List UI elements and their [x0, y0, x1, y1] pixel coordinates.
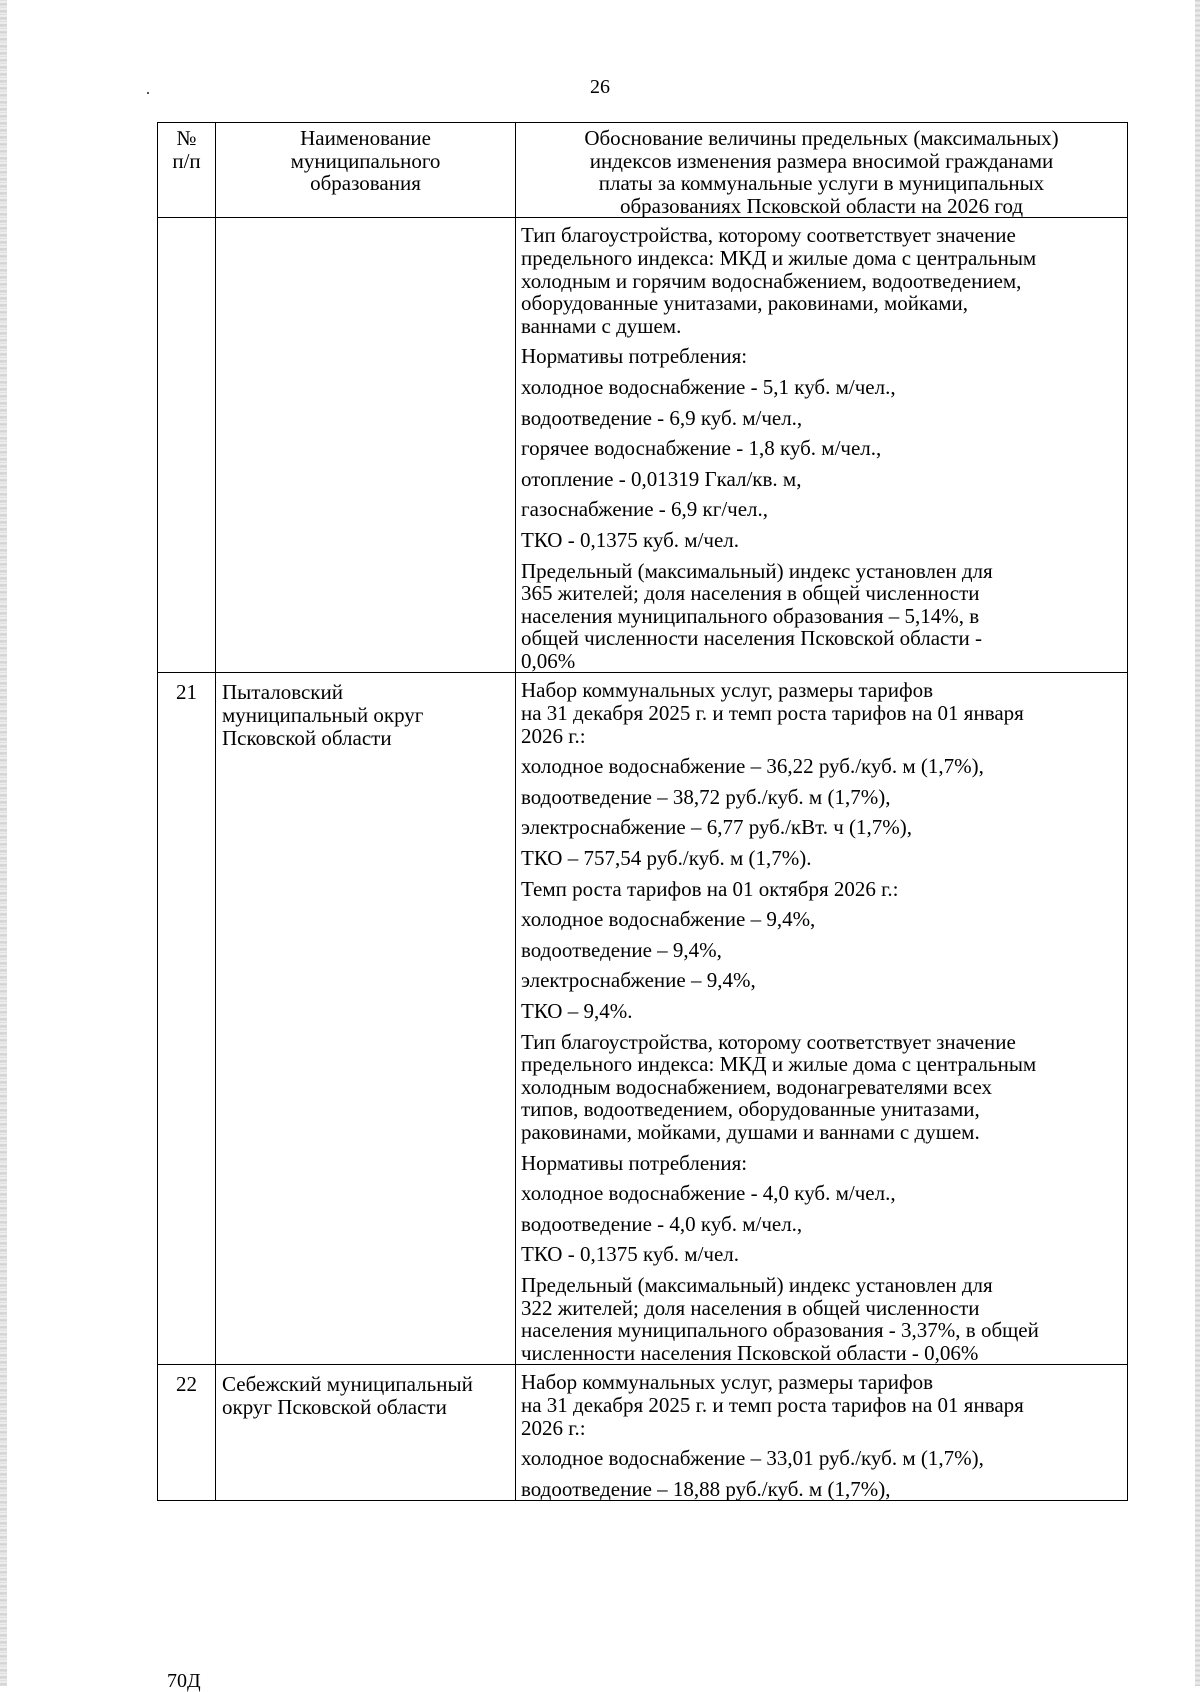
header-municipality — [216, 123, 516, 218]
justification-paragraph: ТКО – 757,54 руб./куб. м (1,7%). — [521, 846, 812, 871]
footer-code: 70Д — [167, 1670, 201, 1692]
page-number: 26 — [590, 76, 610, 98]
justification-paragraph: водоотведение - 6,9 куб. м/чел., — [521, 405, 803, 430]
row-number: 22 — [158, 1365, 216, 1501]
justification-paragraph: газоснабжение - 6,9 кг/чел., — [521, 497, 769, 522]
header-justification-text: Обоснование величины предельных (максимальных) индексов изменения размера вносимой гражданами платы за коммунальные услуги в муниципальных образованиях Псковской области на 2026 год — [584, 126, 1059, 218]
header-number — [158, 123, 216, 218]
justification-paragraph: холодное водоснабжение - 4,0 куб. м/чел., — [521, 1181, 896, 1206]
row-number: 21 — [158, 673, 216, 1365]
row-number — [158, 218, 216, 673]
table-row — [158, 1365, 1128, 1501]
justification-cell — [516, 218, 1128, 673]
header-number-text: № п/п — [172, 126, 201, 173]
justification-table — [157, 122, 1128, 1501]
justification-paragraph: ТКО - 0,1375 куб. м/чел. — [521, 1242, 740, 1267]
justification-paragraph: водоотведение – 38,72 руб./куб. м (1,7%), — [521, 784, 891, 809]
municipality-name — [216, 218, 516, 673]
justification-paragraph: водоотведение - 4,0 куб. м/чел., — [521, 1211, 803, 1236]
justification-paragraph: Нормативы потребления: — [521, 1150, 748, 1175]
justification-cell — [516, 1365, 1128, 1501]
table-row — [158, 218, 1128, 673]
table-body — [158, 218, 1128, 1501]
justification-paragraph: Тип благоустройства, которому соответствует значение предельного индекса: МКД и жилые дома с центральным холодным водоснабжением, водонагревателями всех типов, водоотведением, оборудованные унитазами, раковинами, мойками, душами и ваннами с душем. — [521, 1029, 1037, 1144]
justification-cell — [516, 673, 1128, 1365]
justification-paragraph: Предельный (максимальный) индекс установлен для 322 жителей; доля населения в общей численности населения муниципального образования - 3,37%, в общей численности населения Псковской области - 0,06% — [521, 1272, 1039, 1365]
justification-paragraph: ТКО – 9,4%. — [521, 999, 633, 1023]
justification-paragraph: холодное водоснабжение – 9,4%, — [521, 907, 816, 932]
header-justification — [516, 123, 1128, 218]
justification-paragraph: ТКО - 0,1375 куб. м/чел. — [521, 527, 740, 552]
municipality-name: Пыталовский муниципальный округ Псковской области — [216, 673, 516, 1365]
justification-paragraph: водоотведение – 9,4%, — [521, 937, 722, 962]
justification-paragraph: электроснабжение – 6,77 руб./кВт. ч (1,7%), — [521, 815, 913, 840]
justification-paragraph: холодное водоснабжение – 33,01 руб./куб. м (1,7%), — [521, 1446, 984, 1471]
justification-paragraph: горячее водоснабжение - 1,8 куб. м/чел., — [521, 436, 882, 461]
table-header-row — [158, 123, 1128, 218]
justification-paragraph: Темп роста тарифов на 01 октября 2026 г.: — [521, 876, 899, 901]
justification-paragraph: Нормативы потребления: — [521, 344, 748, 369]
justification-paragraph: электроснабжение – 9,4%, — [521, 968, 756, 993]
scan-edge-right — [1195, 0, 1200, 1686]
justification-paragraph: Предельный (максимальный) индекс установлен для 365 жителей; доля населения в общей численности населения муниципального образования – 5,14%, в общей численности населения Псковской области - 0,06% — [521, 558, 993, 673]
justification-paragraph: Тип благоустройства, которому соответствует значение предельного индекса: МКД и жилые дома с центральным холодным и горячим водоснабжением, водоотведением, оборудованные унитазами, раковинами, мойками, ваннами с душем. — [521, 223, 1037, 338]
justification-paragraph: Набор коммунальных услуг, размеры тарифов на 31 декабря 2025 г. и темп роста тарифов на 01 января 2026 г.: — [521, 678, 1024, 748]
justification-paragraph: водоотведение – 18,88 руб./куб. м (1,7%), — [521, 1476, 891, 1501]
justification-paragraph: Набор коммунальных услуг, размеры тарифов на 31 декабря 2025 г. и темп роста тарифов на 01 января 2026 г.: — [521, 1370, 1024, 1440]
table-row — [158, 673, 1128, 1365]
header-municipality-text: Наименование муниципального образования — [290, 126, 441, 196]
scan-edge-left — [0, 0, 7, 1686]
justification-paragraph: холодное водоснабжение – 36,22 руб./куб. м (1,7%), — [521, 754, 984, 779]
justification-paragraph: холодное водоснабжение - 5,1 куб. м/чел., — [521, 374, 896, 399]
municipality-name: Себежский муниципальный округ Псковской области — [216, 1365, 516, 1501]
justification-paragraph: отопление - 0,01319 Гкал/кв. м, — [521, 466, 802, 491]
